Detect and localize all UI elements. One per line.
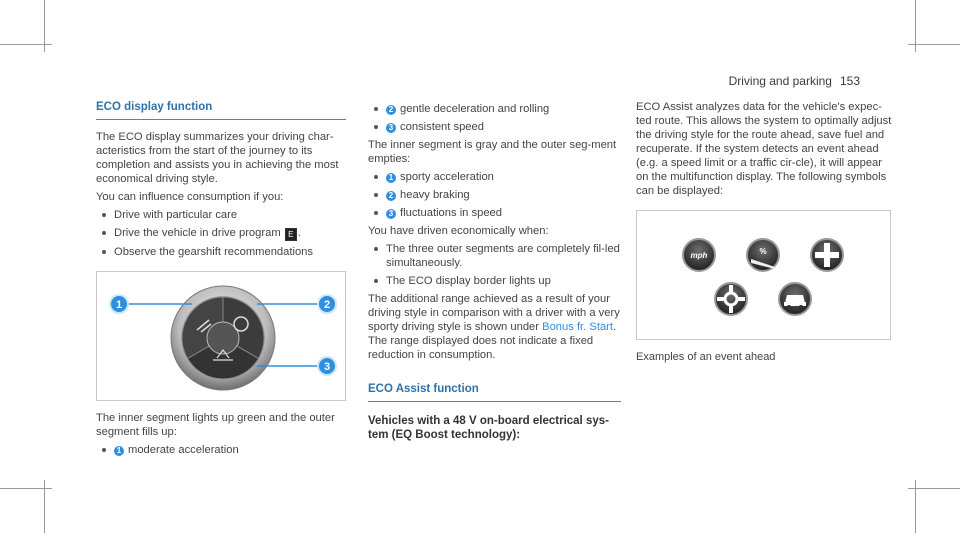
additional-range-text: The additional range achieved as a result of your driving style in comparison with a driver with a very sporty driving style is shown under Bonus fr. Start. The range displayed does not indicate a fixed reduction in consumption.: [368, 293, 620, 361]
cross-junction-icon: [811, 239, 843, 271]
economic-list: [368, 242, 621, 288]
section-title-eco-display: ECO display function: [96, 100, 346, 120]
inner-segment-green-text: The inner segment lights up green and the outer segment fills up:: [96, 412, 335, 438]
column-3: [636, 100, 892, 364]
list-item: 3 fluctuations in speed: [368, 206, 621, 220]
callout-1: [110, 295, 128, 313]
callout-2: [318, 295, 336, 313]
number-badge: 3: [386, 209, 396, 219]
list-item: 1 sporty acceleration: [368, 170, 621, 184]
header-section: Driving and parking: [728, 74, 832, 88]
column-1: [96, 100, 346, 461]
running-header: [729, 74, 860, 88]
list-item: Drive with particular care: [96, 208, 346, 222]
event-symbols-illustration: [637, 211, 890, 339]
number-badge: 3: [386, 123, 396, 133]
list-item: 2 heavy braking: [368, 188, 621, 202]
list-item: 3 consistent speed: [368, 120, 621, 134]
bonus-link[interactable]: Bonus fr. Start: [542, 321, 613, 333]
svg-text:1: 1: [115, 299, 123, 311]
vehicle-ahead-icon: [779, 283, 811, 315]
drive-program-e-icon: E: [285, 228, 297, 241]
crop-mark: [44, 480, 45, 533]
number-badge: 2: [386, 105, 396, 115]
empty-list: [368, 170, 621, 220]
fill-list-continued: [368, 102, 621, 134]
section-title-eco-assist: ECO Assist function: [368, 382, 621, 402]
list-item: Drive the vehicle in drive program E .: [96, 226, 346, 241]
list-item: The ECO display border lights up: [368, 274, 621, 288]
svg-text:%: %: [759, 247, 767, 256]
svg-text:2: 2: [323, 299, 331, 311]
economic-text: You have driven economically when:: [368, 225, 549, 237]
callout-3: [318, 357, 336, 375]
number-badge: 1: [386, 173, 396, 183]
eco-display-illustration: [97, 272, 345, 400]
list-item: 2 gentle deceleration and rolling: [368, 102, 621, 116]
page-number: 153: [839, 74, 860, 88]
crop-mark: [915, 0, 916, 52]
crop-mark: [915, 480, 916, 533]
list-item: The three outer segments are completely fil-led simultaneously.: [368, 242, 621, 270]
influence-list: [96, 208, 346, 259]
column-2: [368, 100, 621, 442]
number-badge: 1: [114, 446, 124, 456]
svg-text:mph: mph: [690, 251, 708, 260]
number-badge: 2: [386, 191, 396, 201]
fill-list: [96, 443, 346, 457]
list-item: Observe the gearshift recommendations: [96, 245, 346, 259]
event-symbols-figure: [636, 210, 891, 340]
figure-caption: Examples of an event ahead: [636, 351, 776, 363]
intro-text: The ECO display summarizes your driving char-acteristics from the start of the journey to its completion and assists you in achieving the most economical driving style.: [96, 131, 339, 185]
svg-text:3: 3: [323, 361, 331, 373]
eco-display-figure: [96, 271, 346, 401]
mph-icon: [683, 239, 715, 271]
list-item: 1 moderate acceleration: [96, 443, 346, 457]
percent-gradient-icon: [747, 239, 779, 271]
vehicles-subheading: Vehicles with a 48 V on-board electrical sys-tem (EQ Boost technology):: [368, 415, 609, 441]
influence-text: You can influence consumption if you:: [96, 191, 284, 203]
eco-assist-text: ECO Assist analyzes data for the vehicle's expec-ted route. This allows the system to optimally adjust the driving style for the route ahead, save fuel and recuperate. If the system detects an event ahead (e.g. a speed limit or a traffic cir-cle), it will appear on the multifunction display. The following symbols can be displayed:: [636, 101, 892, 197]
roundabout-icon: [715, 283, 747, 315]
crop-mark: [44, 0, 45, 52]
gray-segment-text: The inner segment is gray and the outer seg-ment empties:: [368, 139, 617, 165]
